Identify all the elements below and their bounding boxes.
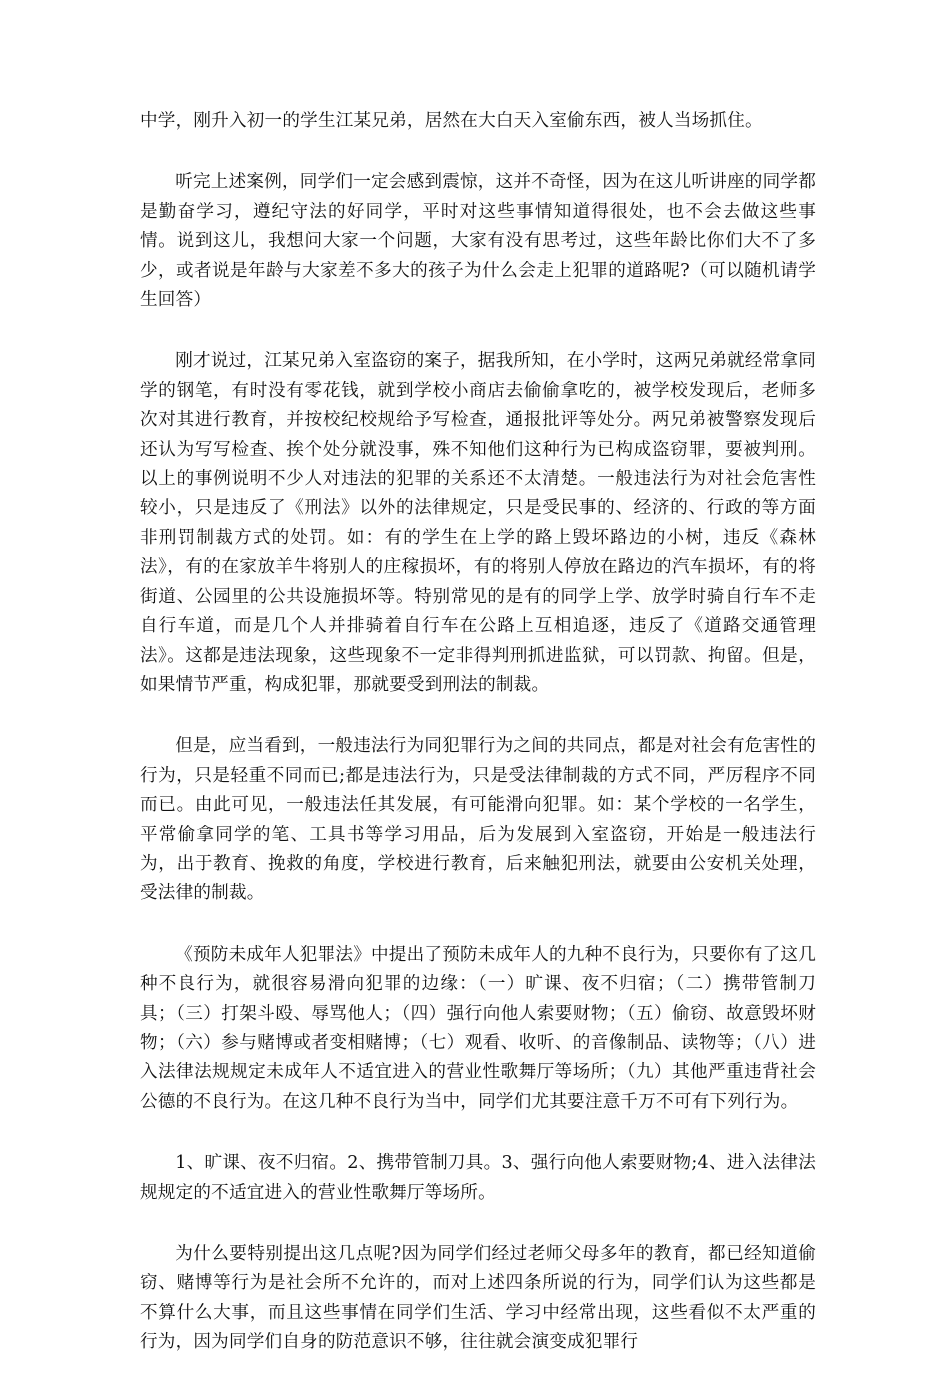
paragraph-explanation: 为什么要特别提出这几点呢?因为同学们经过老师父母多年的教育，都已经知道偷窃、赌博等行为是社会所不允许的，而对上述四条所说的行为，同学们认为这些都是不算什么大事，而且这些事情在同学们生活、学习中经常出现，这些看似不太严重的行为，因为同学们自身的防范意识不够，往往就会演变成犯罪行 <box>140 1244 816 1353</box>
paragraph-reaction: 听完上述案例，同学们一定会感到震惊，这并不奇怪，因为在这儿听讲座的同学都是勤奋学习，遵纪守法的好同学，平时对这些事情知道得很处，也不会去做这些事情。说到这儿，我想问大家一个问题，大家有没有思考过，这些年龄比你们大不了多少，或者说是年龄与大家差不多大的孩子为什么会走上犯罪的道路呢?（可以随机请学生回答） <box>140 172 816 311</box>
document-page <box>140 107 816 1390</box>
paragraph-continuation: 中学，刚升入初一的学生江某兄弟，居然在大白天入室偷东西，被人当场抓住。 <box>140 111 763 131</box>
paragraph-case-analysis: 刚才说过，江某兄弟入室盗窃的案子，据我所知，在小学时，这两兄弟就经常拿同学的钢笔，有时没有零花钱，就到学校小商店去偷偷拿吃的，被学校发现后，老师多次对其进行教育，并按校纪校规给予写检查，通报批评等处分。两兄弟被警察发现后还认为写写检查、挨个处分就没事，殊不知他们这种行为已构成盗窃罪，要被判刑。以上的事例说明不少人对违法的犯罪的关系还不太清楚。一般违法行为对社会危害性较小，只是违反了《刑法》以外的法律规定，只是受民事的、经济的、行政的等方面非刑罚制裁方式的处罚。如：有的学生在上学的路上毁坏路边的小树，违反《森林法》，有的在家放羊牛将别人的庄稼损坏，有的将别人停放在路边的汽车损坏，有的将街道、公园里的公共设施损坏等。特别常见的是有的同学上学、放学时骑自行车不走自行车道，而是几个人并排骑着自行车在公路上互相追逐，违反了《道路交通管理法》。这都是违法现象，这些现象不一定非得判刑抓进监狱，可以罚款、拘留。但是，如果情节严重，构成犯罪，那就要受到刑法的制裁。 <box>140 351 816 695</box>
paragraph-key-behaviors-list: 1、旷课、夜不归宿。2、携带管制刀具。3、强行向他人索要财物;4、进入法律法规规定的不适宜进入的营业性歌舞厅等场所。 <box>140 1153 816 1203</box>
paragraph-nine-bad-behaviors: 《预防未成年人犯罪法》中提出了预防未成年人的九种不良行为，只要你有了这几种不良行为，就很容易滑向犯罪的边缘：（一）旷课、夜不归宿；（二）携带管制刀具；（三）打架斗殴、辱骂他人；（四）强行向他人索要财物；（五）偷窃、故意毁坏财物；（六）参与赌博或者变相赌博；（七）观看、收听、的音像制品、读物等；（八）进入法律法规规定未成年人不适宜进入的营业性歌舞厅等场所；（九）其他严重违背社会公德的不良行为。在这几种不良行为当中，同学们尤其要注意千万不可有下列行为。 <box>140 944 816 1112</box>
paragraph-violation-vs-crime: 但是，应当看到，一般违法行为同犯罪行为之间的共同点，都是对社会有危害性的行为，只是轻重不同而已;都是违法行为，只是受法律制裁的方式不同，严厉程序不同而已。由此可见，一般违法任其发展，有可能滑向犯罪。如：某个学校的一名学生，平常偷拿同学的笔、工具书等学习用品，后为发展到入室盗窃，开始是一般违法行为，出于教育、挽救的角度，学校进行教育，后来触犯刑法，就要由公安机关处理，受法律的制裁。 <box>140 736 816 904</box>
